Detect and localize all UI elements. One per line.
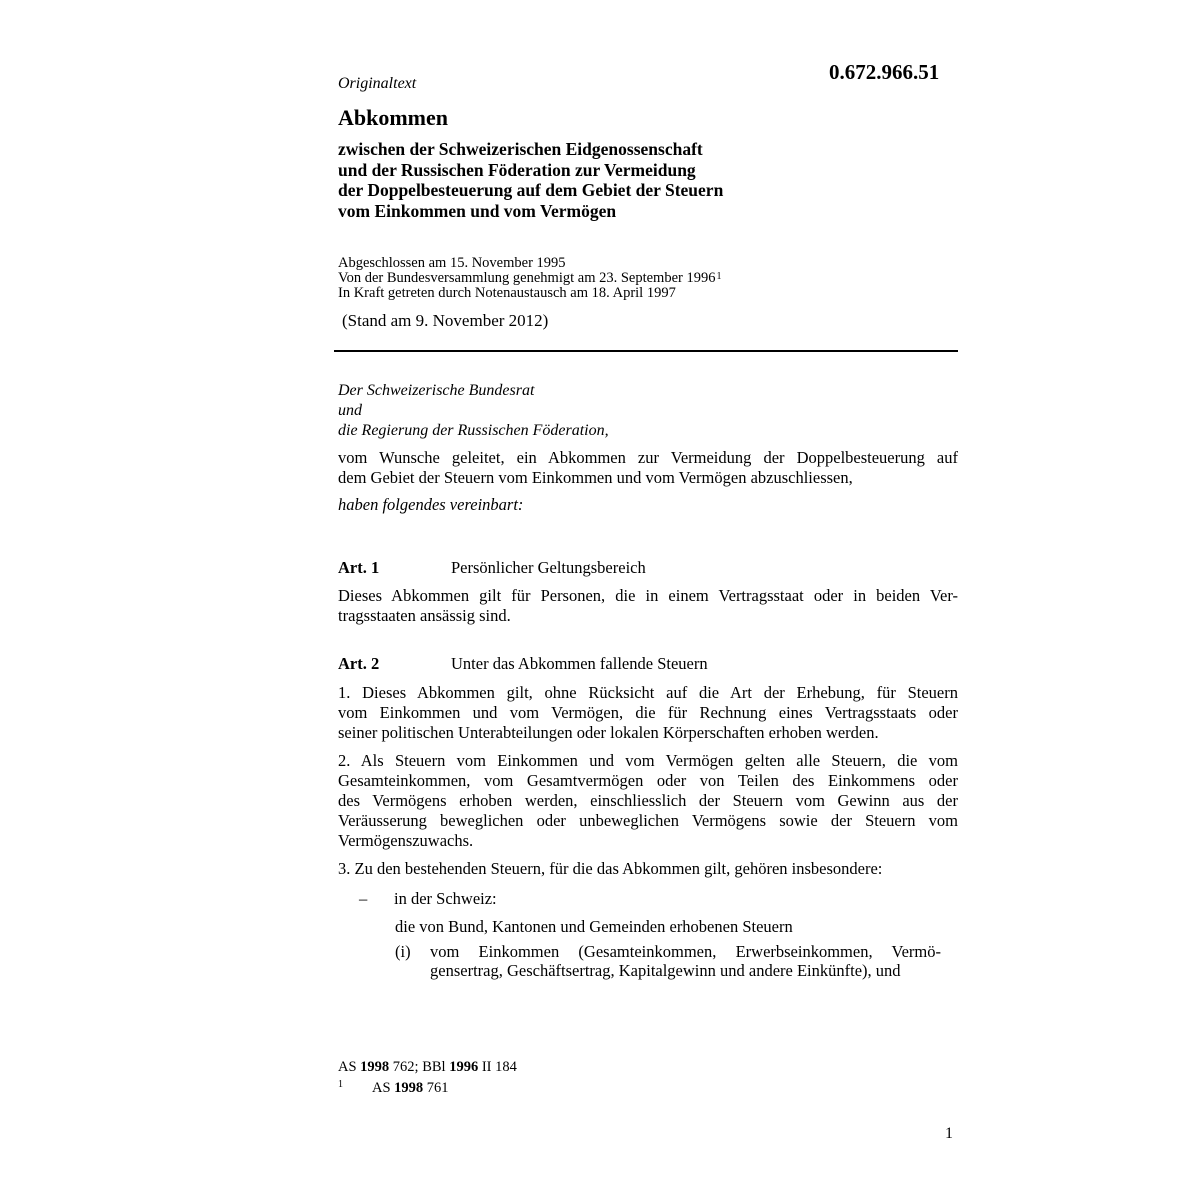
as-label: AS — [372, 1080, 395, 1096]
subtitle-line: zwischen der Schweizerischen Eidgenossenschaft — [338, 139, 703, 159]
dash-marker: – — [359, 889, 368, 908]
text-line: Veräusserung beweglichen oder unbeweglichen Vermögens sowie der Steuern vom — [338, 811, 958, 830]
article-2-heading — [338, 654, 708, 674]
footnote-marker: 1 — [338, 1079, 343, 1090]
as-year: 1998 — [394, 1080, 424, 1096]
sr-number: 0.672.966.51 — [829, 60, 940, 84]
contracting-parties — [338, 381, 609, 441]
bbl-ref: II 184 — [478, 1059, 517, 1075]
article-number: Art. 1 — [338, 558, 380, 577]
bbl-year: 1996 — [449, 1059, 479, 1075]
text-line: vom Einkommen (Gesamteinkommen, Erwerbseinkommen, Vermö- — [430, 942, 941, 961]
as-page: 762; BBl — [389, 1059, 450, 1075]
article-title: Persönlicher Geltungsbereich — [451, 558, 646, 577]
list-intro: die von Bund, Kantonen und Gemeinden erhobenen Steuern — [395, 917, 793, 936]
text-line: vom Einkommen und vom Vermögen, die für Rechnung eines Vertragsstaats oder — [338, 703, 958, 722]
article-2-paragraph-1 — [338, 683, 958, 743]
party-line: und — [338, 402, 362, 419]
subtitle-line: und der Russischen Föderation zur Vermeidung — [338, 159, 696, 180]
text-line: vom Wunsche geleitet, ein Abkommen zur Vermeidung der Doppelbesteuerung auf — [338, 448, 958, 467]
as-page: 761 — [423, 1080, 449, 1096]
footnote-1 — [338, 1080, 449, 1097]
as-year: 1998 — [360, 1059, 390, 1075]
as-label: AS — [338, 1059, 361, 1075]
approved-date — [338, 271, 721, 286]
list-item-text: in der Schweiz: — [394, 889, 497, 908]
article-2-paragraph-2 — [338, 751, 958, 851]
header-divider — [334, 350, 958, 352]
approved-text: Von der Bundesversammlung genehmigt am 23. September 1996 — [338, 270, 716, 286]
text-line: seiner politischen Unterabteilungen oder lokalen Körperschaften erhoben werden. — [338, 723, 879, 742]
subtitle-line: vom Einkommen und vom Vermögen — [338, 200, 617, 221]
text-line: Dieses Abkommen gilt für Personen, die in einem Vertragsstaat oder in beiden Ver- — [338, 586, 958, 605]
status-date: (Stand am 9. November 2012) — [342, 311, 549, 330]
original-text-label: Originaltext — [338, 75, 417, 92]
text-line: Vermögenszuwachs. — [338, 831, 474, 850]
text-line: des Vermögens erhoben werden, einschliesslich der Steuern vom Gewinn aus der — [338, 791, 958, 810]
preamble-intent — [338, 448, 958, 488]
subtitle-line: der Doppelbesteuerung auf dem Gebiet der Steuern — [338, 180, 724, 200]
list-item-switzerland — [359, 889, 497, 909]
party-line: die Regierung der Russischen Föderation, — [338, 422, 609, 439]
text-line: 1. Dieses Abkommen gilt, ohne Rücksicht auf die Art der Erhebung, für Steuern — [338, 683, 958, 702]
party-line: Der Schweizerische Bundesrat — [338, 382, 535, 399]
source-reference — [338, 1059, 517, 1076]
text-line: 3. Zu den bestehenden Steuern, für die das Abkommen gilt, gehören insbesondere: — [338, 859, 883, 878]
text-line: dem Gebiet der Steuern vom Einkommen und vom Vermögen abzuschliessen, — [338, 468, 853, 487]
article-1-heading — [338, 558, 646, 578]
article-2-paragraph-3 — [338, 859, 958, 879]
in-force-date: In Kraft getreten durch Notenaustausch am 18. April 1997 — [338, 285, 676, 301]
article-number: Art. 2 — [338, 654, 380, 673]
enum-text — [430, 942, 941, 980]
article-title: Unter das Abkommen fallende Steuern — [451, 654, 708, 673]
page-number: 1 — [945, 1125, 953, 1142]
text-line: Gesamteinkommen, vom Gesamtvermögen oder von Teilen des Einkommens oder — [338, 771, 958, 790]
footnote-reference[interactable]: 1 — [716, 271, 722, 282]
document-title: Abkommen — [338, 105, 449, 130]
concluded-date: Abgeschlossen am 15. November 1995 — [338, 255, 566, 271]
text-line: gensertrag, Geschäftsertrag, Kapitalgewinn und andere Einkünfte), und — [430, 961, 901, 980]
text-line: tragsstaaten ansässig sind. — [338, 606, 511, 625]
article-1-paragraph — [338, 586, 958, 626]
document-subtitle — [338, 139, 723, 221]
text-line: 2. Als Steuern vom Einkommen und vom Vermögen gelten alle Steuern, die vom — [338, 751, 958, 770]
enum-marker: (i) — [395, 942, 411, 961]
preamble-agreed: haben folgendes vereinbart: — [338, 495, 524, 514]
enum-item-i — [395, 942, 941, 980]
enactment-dates — [338, 256, 721, 301]
